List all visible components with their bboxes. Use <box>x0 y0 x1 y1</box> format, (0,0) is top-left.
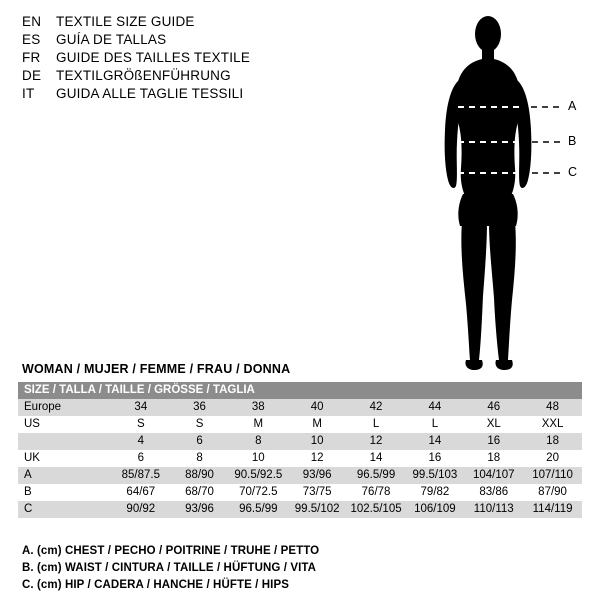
row-label: US <box>18 416 111 433</box>
row-cell: 6 <box>170 433 229 450</box>
language-title: TEXTILE SIZE GUIDE <box>56 14 195 29</box>
row-cell: 83/86 <box>464 484 523 501</box>
language-title: TEXTILGRÖßENFÜHRUNG <box>56 68 231 83</box>
row-cell: 85/87.5 <box>111 467 170 484</box>
row-cell: 110/113 <box>464 501 523 518</box>
row-cell: 46 <box>464 399 523 416</box>
row-cell: 104/107 <box>464 467 523 484</box>
language-code: EN <box>22 14 42 29</box>
row-cell: 6 <box>111 450 170 467</box>
language-row <box>22 86 352 104</box>
row-cell: 90.5/92.5 <box>229 467 288 484</box>
language-title: GUIDA ALLE TAGLIE TESSILI <box>56 86 244 101</box>
row-cell: S <box>170 416 229 433</box>
row-cell: XL <box>464 416 523 433</box>
row-cell: 79/82 <box>406 484 465 501</box>
language-row <box>22 50 352 68</box>
measure-label-c: C <box>568 165 578 179</box>
measurement-notes <box>22 543 319 594</box>
row-cell: 42 <box>347 399 406 416</box>
note-waist: B. (cm) WAIST / CINTURA / TAILLE / HÜFTUNG / VITA <box>22 562 317 574</box>
row-cell: 20 <box>523 450 582 467</box>
row-cell: 93/96 <box>288 467 347 484</box>
note-chest: A. (cm) CHEST / PECHO / POITRINE / TRUHE / PETTO <box>22 545 320 557</box>
row-cell: XXL <box>523 416 582 433</box>
row-cell: 106/109 <box>406 501 465 518</box>
note-hip: C. (cm) HIP / CADERA / HANCHE / HÜFTE / HIPS <box>22 579 290 591</box>
row-cell: L <box>406 416 465 433</box>
row-cell: 12 <box>347 433 406 450</box>
row-cell: 14 <box>347 450 406 467</box>
row-cell: 107/110 <box>523 467 582 484</box>
row-cell: 12 <box>288 450 347 467</box>
language-row <box>22 14 352 32</box>
row-label: UK <box>18 450 111 467</box>
row-cell: 68/70 <box>170 484 229 501</box>
size-table-wrapper <box>18 382 582 518</box>
row-cell: 18 <box>464 450 523 467</box>
language-code: FR <box>22 50 41 65</box>
table-row <box>18 467 582 484</box>
row-cell: 10 <box>229 450 288 467</box>
row-cell: 76/78 <box>347 484 406 501</box>
row-cell: 99.5/102 <box>288 501 347 518</box>
table-row <box>18 416 582 433</box>
row-cell: 48 <box>523 399 582 416</box>
language-title: GUIDE DES TAILLES TEXTILE <box>56 50 251 65</box>
table-header-label: SIZE / TALLA / TAILLE / GRÖSSE / TAGLIA <box>18 382 582 399</box>
row-cell: 16 <box>464 433 523 450</box>
row-cell: 14 <box>406 433 465 450</box>
row-cell: 10 <box>288 433 347 450</box>
row-label: A <box>18 467 111 484</box>
measure-label-a: A <box>568 99 577 113</box>
row-cell: 38 <box>229 399 288 416</box>
table-row <box>18 484 582 501</box>
language-code: IT <box>22 86 35 101</box>
row-cell: 70/72.5 <box>229 484 288 501</box>
row-cell: 99.5/103 <box>406 467 465 484</box>
row-label: Europe <box>18 399 111 416</box>
row-cell: 16 <box>406 450 465 467</box>
table-row <box>18 501 582 518</box>
row-cell: 40 <box>288 399 347 416</box>
language-row <box>22 68 352 86</box>
table-header-row <box>18 382 582 399</box>
language-code: ES <box>22 32 41 47</box>
row-cell: 88/90 <box>170 467 229 484</box>
row-cell: 96.5/99 <box>347 467 406 484</box>
language-row <box>22 32 352 50</box>
row-label: C <box>18 501 111 518</box>
row-cell: 8 <box>170 450 229 467</box>
row-cell: 18 <box>523 433 582 450</box>
row-cell: L <box>347 416 406 433</box>
table-row <box>18 399 582 416</box>
row-cell: 44 <box>406 399 465 416</box>
row-cell: 4 <box>111 433 170 450</box>
row-cell: M <box>288 416 347 433</box>
body-measurement-figure <box>400 8 600 378</box>
row-cell: 73/75 <box>288 484 347 501</box>
row-cell: 93/96 <box>170 501 229 518</box>
row-cell: 114/119 <box>523 501 582 518</box>
row-cell: 8 <box>229 433 288 450</box>
row-cell: S <box>111 416 170 433</box>
row-cell: 64/67 <box>111 484 170 501</box>
row-label <box>18 433 111 450</box>
row-cell: 36 <box>170 399 229 416</box>
row-cell: 34 <box>111 399 170 416</box>
language-title: GUÍA DE TALLAS <box>56 32 167 47</box>
female-silhouette-icon <box>400 8 600 378</box>
gender-heading: WOMAN / MUJER / FEMME / FRAU / DONNA <box>22 362 291 376</box>
table-row <box>18 450 582 467</box>
row-cell: 87/90 <box>523 484 582 501</box>
row-cell: 96.5/99 <box>229 501 288 518</box>
size-table <box>18 382 582 518</box>
row-cell: M <box>229 416 288 433</box>
row-cell: 90/92 <box>111 501 170 518</box>
measure-label-b: B <box>568 134 577 148</box>
language-code: DE <box>22 68 42 83</box>
table-row <box>18 433 582 450</box>
language-title-block <box>22 14 352 104</box>
row-cell: 102.5/105 <box>347 501 406 518</box>
row-label: B <box>18 484 111 501</box>
